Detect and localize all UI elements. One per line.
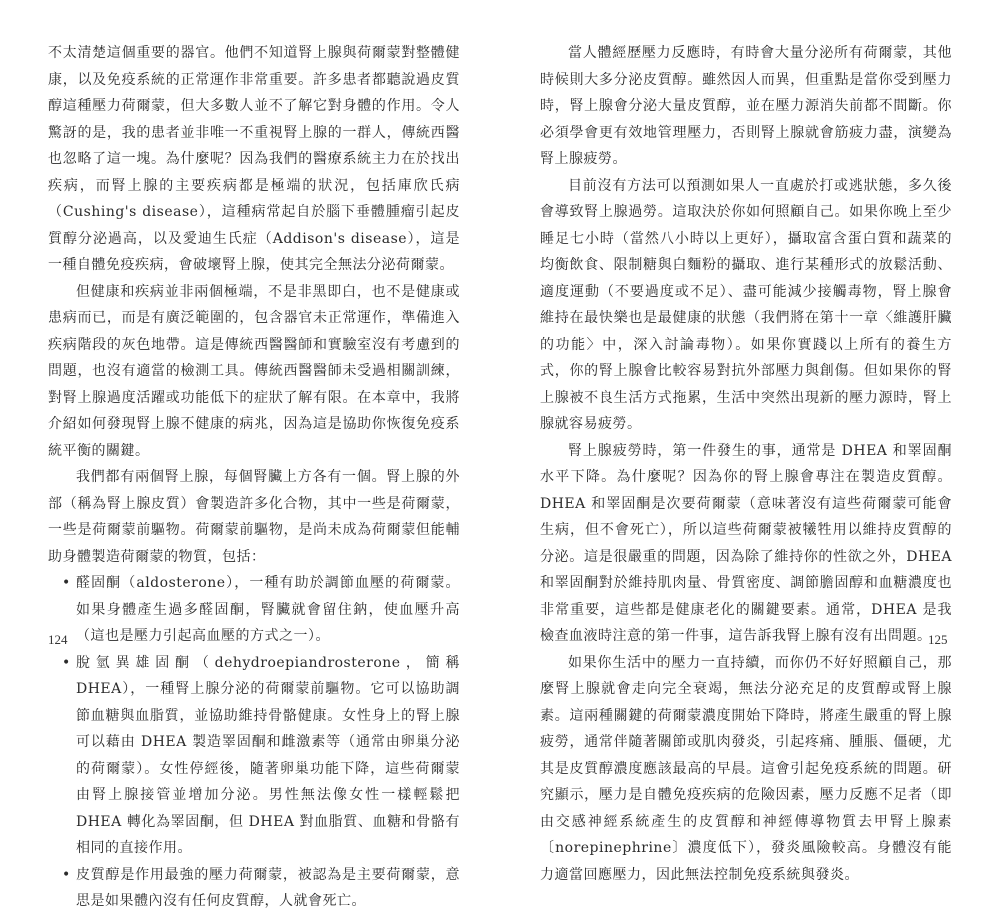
body-paragraph: 目前沒有方法可以預測如果人一直處於打或逃狀態，多久後會導致腎上腺過勞。這取決於你如何照顧自己。如果你晚上至少睡足七小時（當然八小時以上更好），攝取富含蛋白質和蔬菜的均衡飲食、限制糖與白麵粉的攝取、進行某種形式的放鬆活動、適度運動（不要過度或不足）、盡可能減少接觸毒物，腎上腺會維持在最快樂也是最健康的狀態（我們將在第十一章〈維護肝臟的功能〉中，深入討論毒物）。如果你實踐以上所有的養生方式，你的腎上腺會比較容易對抗外部壓力與創傷。但如果你的腎上腺被不良生活方式拖累，生活中突然出現新的壓力源時，腎上腺就容易疲勞。 [540,177,952,432]
body-paragraph: 當人體經歷壓力反應時，有時會大量分泌所有荷爾蒙，其他時候則大多分泌皮質醇。雖然因人而異，但重點是當你受到壓力時，腎上腺會分泌大量皮質醇，並在壓力源消失前都不間斷。你必須學會更有效地管理壓力，否則腎上腺就會筋疲力盡，演變為腎上腺疲勞。 [540,45,952,167]
body-paragraph: 不太清楚這個重要的器官。他們不知道腎上腺與荷爾蒙對整體健康，以及免疫系統的正常運作非常重要。許多患者都聽說過皮質醇這種壓力荷爾蒙，但大多數人並不了解它對身體的作用。令人驚訝的是，我的患者並非唯一不重視腎上腺的一群人，傳統西醫也忽略了這一塊。為什麼呢？因為我們的醫療系統主力在於找出疾病，而腎上腺的主要疾病都是極端的狀況，包括庫欣氏病（Cushing's disease），這種病常起自於腦下垂體腫瘤引起皮質醇分泌過高，以及愛迪生氏症（Addison's disease），這是一種自體免疫疾病，會破壞腎上腺，使其完全無法分泌荷爾蒙。 [48,45,460,273]
right-page [540,40,952,888]
bullet-marker: • [62,866,71,883]
page-number-right: 125 [928,632,948,647]
page-number-left: 124 [48,632,68,647]
body-paragraph: 我們都有兩個腎上腺，每個腎臟上方各有一個。腎上腺的外部（稱為腎上腺皮質）會製造許多化合物，其中一些是荷爾蒙，一些是荷爾蒙前驅物。荷爾蒙前驅物，是尚未成為荷爾蒙但能輔助身體製造荷爾蒙的物質，包括： [48,469,460,565]
list-item [62,570,460,650]
list-item-text: 皮質醇是作用最強的壓力荷爾蒙，被認為是主要荷爾蒙，意思是如果體內沒有任何皮質醇，人就會死亡。 [76,866,460,909]
bullet-marker: • [62,654,71,671]
precursor-list [48,570,460,915]
left-page [48,40,460,915]
list-item-text: 醛固酮（aldosterone），一種有助於調節血壓的荷爾蒙。如果身體產生過多醛固酮，腎臟就會留住鈉，使血壓升高（這也是壓力引起高血壓的方式之一）。 [76,575,460,644]
list-item-text: 脫氫異雄固酮（dehydroepiandrosterone，簡稱 DHEA），一種腎上腺分泌的荷爾蒙前驅物。它可以協助調節血糖與血脂質，並協助維持骨骼健康。女性身上的腎上腺可以藉由 DHEA 製造睪固酮和雌激素等（通常由卵巢分泌的荷爾蒙）。女性停經後，隨著卵巢功能下降，這些荷爾蒙由腎上腺接管並增加分泌。男性無法像女性一樣輕鬆把 DHEA 轉化為睪固酮，但 DHEA 對血脂質、血糖和骨骼有相同的直接作用。 [76,654,460,856]
list-item [62,650,460,862]
list-item [62,862,460,915]
bullet-marker: • [62,575,71,591]
body-paragraph: 腎上腺疲勞時，第一件發生的事，通常是 DHEA 和睪固酮水平下降。為什麼呢？因為你的腎上腺會專注在製造皮質醇。DHEA 和睪固酮是次要荷爾蒙（意味著沒有這些荷爾蒙可能會生病，但不會死亡），所以這些荷爾蒙被犧牲用以維持皮質醇的分泌。這是很嚴重的問題，因為除了維持你的性欲之外，DHEA 和睪固酮對於維持肌肉量、骨質密度、調節膽固醇和血糖濃度也非常重要，這些都是健康老化的關鍵要素。通常，DHEA 是我檢查血液時注意的第一件事，這告訴我腎上腺有沒有出問題。 [540,442,952,644]
body-paragraph: 但健康和疾病並非兩個極端，不是非黑即白，也不是健康或患病而已，而是有廣泛範圍的，包含器官未正常運作，準備進入疾病階段的灰色地帶。這是傳統西醫醫師和實驗室沒有考慮到的問題，也沒有適當的檢測工具。傳統西醫醫師未受過相關訓練，對腎上腺過度活躍或功能低下的症狀了解有限。在本章中，我將介紹如何發現腎上腺不健康的病兆，因為這是協助你恢復免疫系統平衡的關鍵。 [48,283,460,459]
body-paragraph: 如果你生活中的壓力一直持續，而你仍不好好照顧自己，那麼腎上腺就會走向完全衰竭，無法分泌充足的皮質醇或腎上腺素。這兩種關鍵的荷爾蒙濃度開始下降時，將產生嚴重的腎上腺疲勞，通常伴隨著關節或肌肉發炎，引起疼痛、腫脹、僵硬，尤其是皮質醇濃度應該最高的早晨。這會引起免疫系統的問題。研究顯示，壓力是自體免疫疾病的危險因素，壓力反應不足者（即由交感神經系統產生的皮質醇和神經傳導物質去甲腎上腺素〔norepinephrine〕濃度低下），發炎風險較高。身體沒有能力適當回應壓力，因此無法控制免疫系統與發炎。 [540,654,952,883]
